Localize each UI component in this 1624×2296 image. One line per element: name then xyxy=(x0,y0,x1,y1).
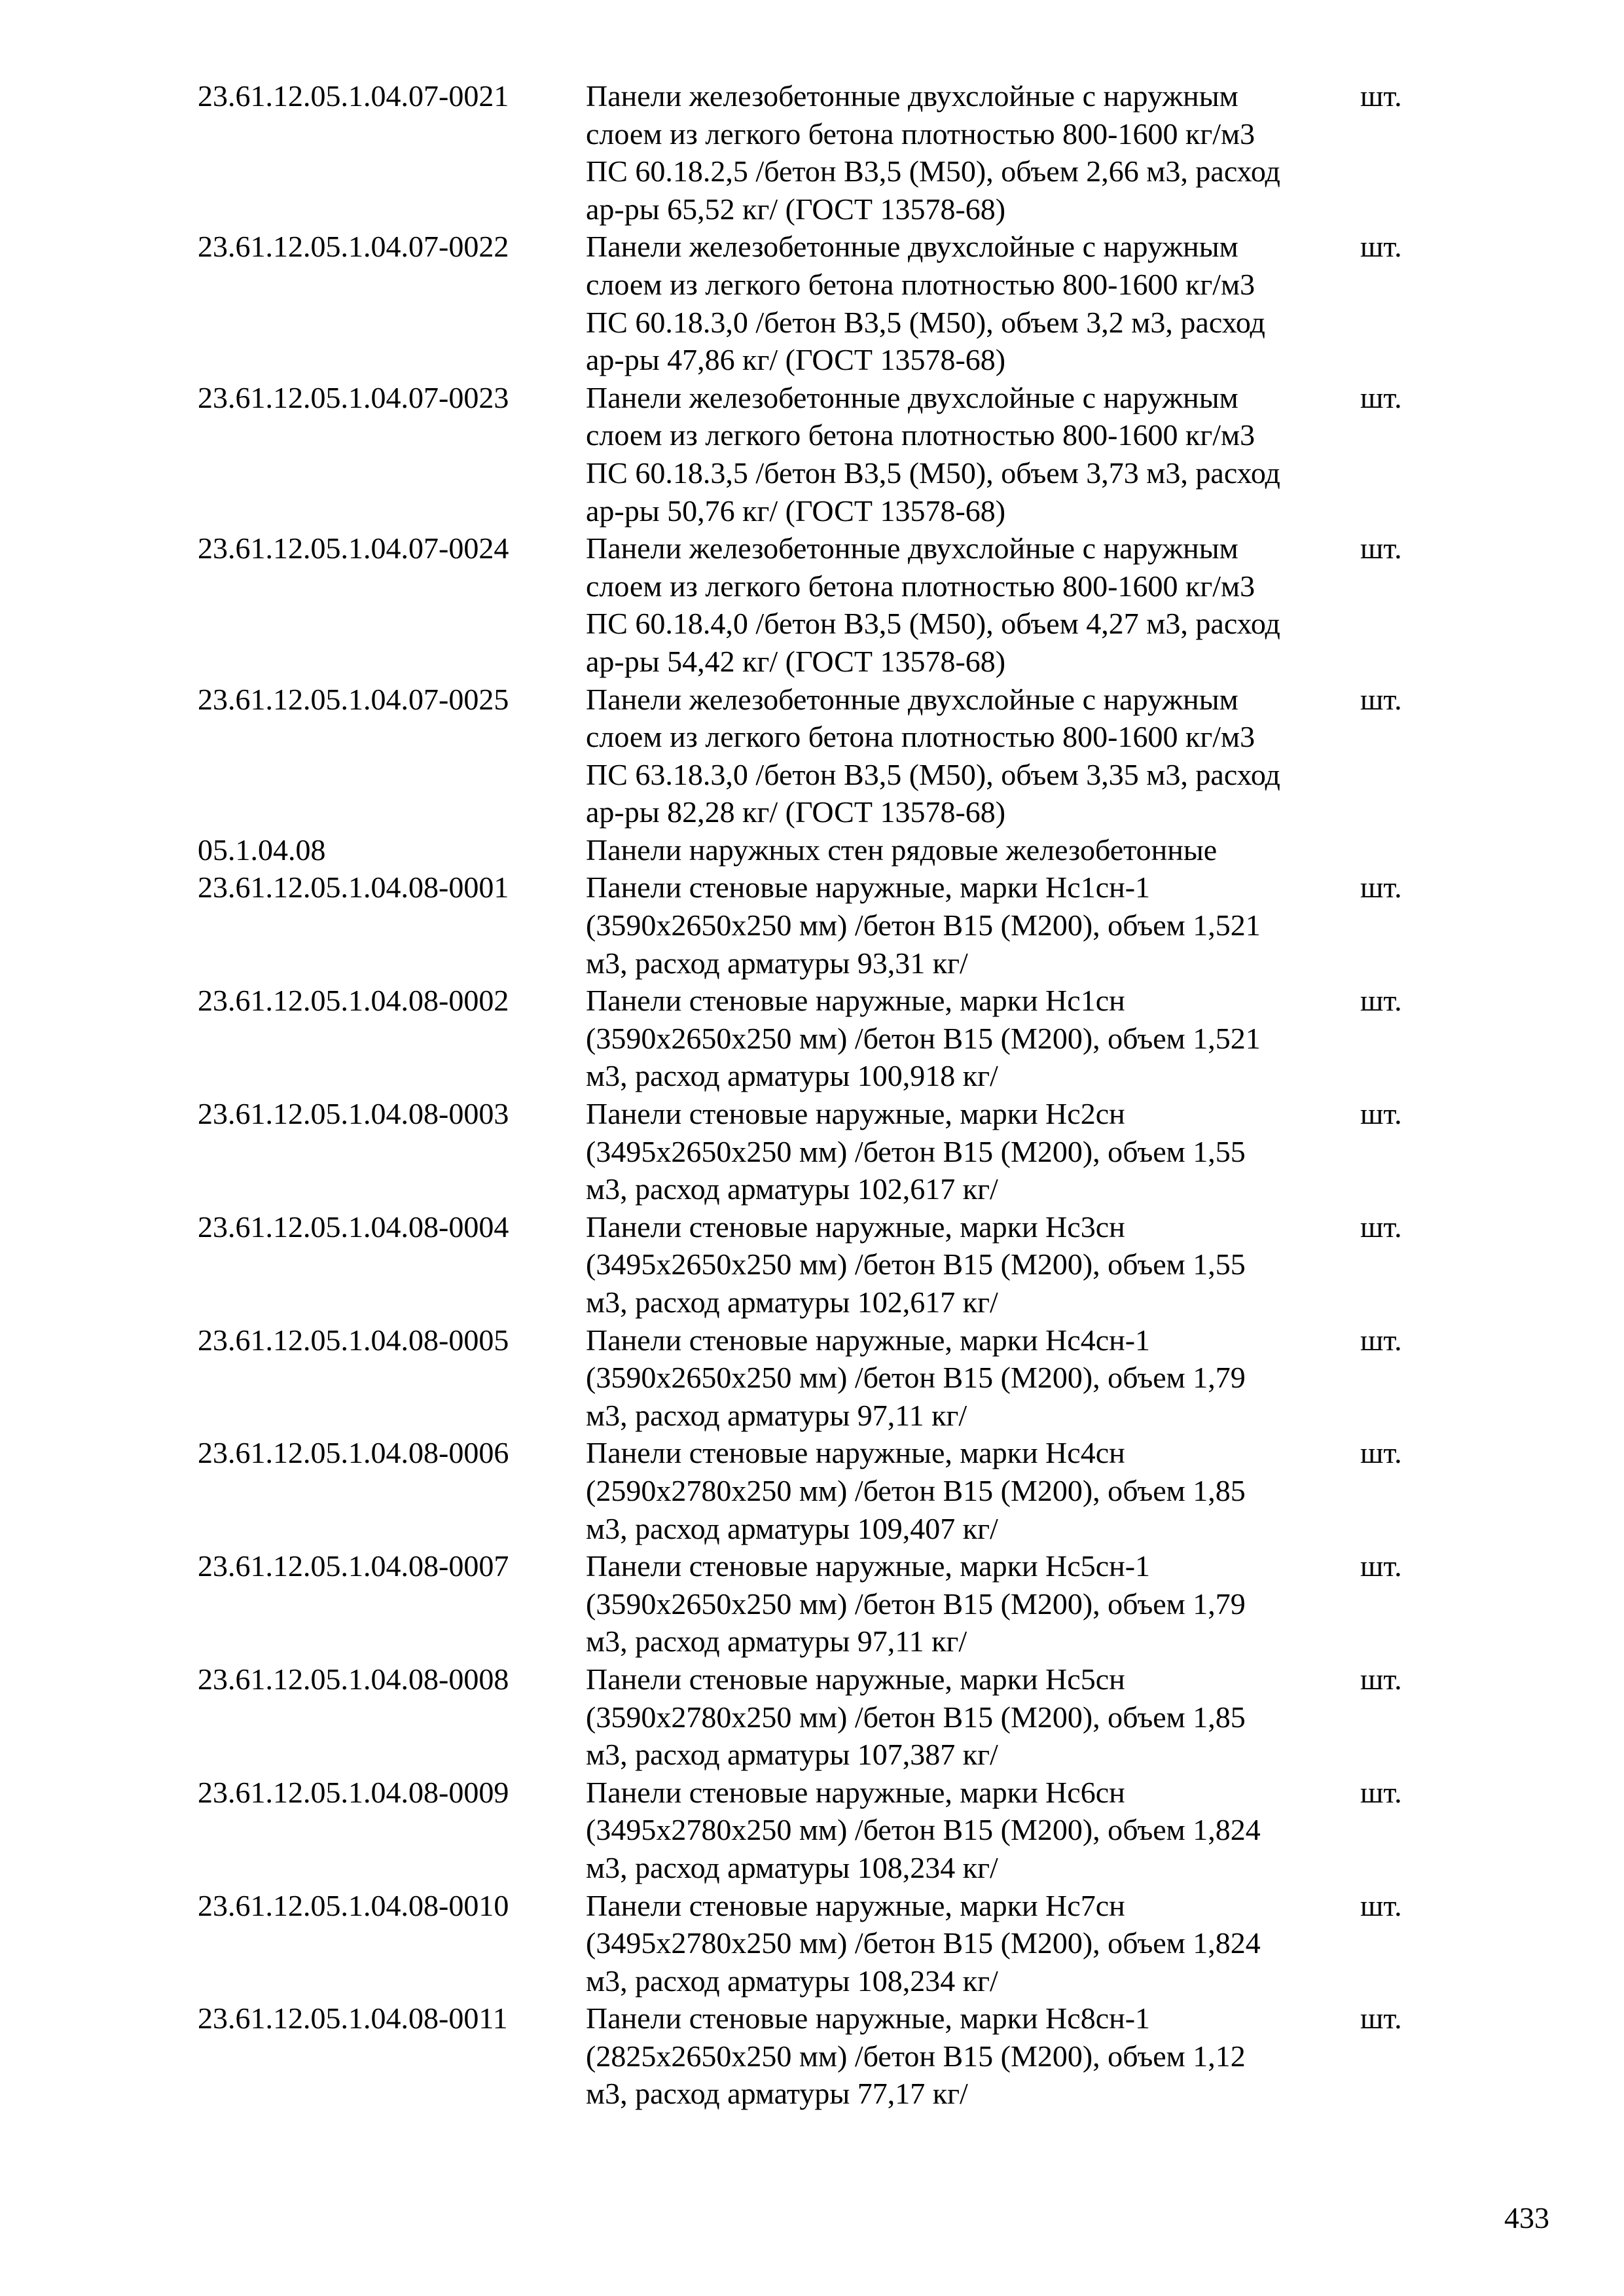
catalog-entry xyxy=(198,1095,1441,1208)
catalog-entry xyxy=(198,1208,1441,1321)
catalog-entry xyxy=(198,228,1441,378)
description-line: ар-ры 47,86 кг/ (ГОСТ 13578-68) xyxy=(586,343,1006,377)
description-line: Панели стеновые наружные, марки Нс7сн xyxy=(586,1888,1125,1922)
entry-code: 23.61.12.05.1.04.08-0001 xyxy=(198,870,509,905)
entry-code: 23.61.12.05.1.04.08-0009 xyxy=(198,1775,509,1809)
description-line: (2590х2780х250 мм) /бетон В15 (М200), объем 1,85 xyxy=(586,1473,1246,1507)
entry-unit: шт. xyxy=(1360,984,1402,1018)
description-line: ПС 60.18.3,5 /бетон В3,5 (М50), объем 3,73 м3, расход xyxy=(586,456,1280,490)
entry-description xyxy=(586,1887,1360,2000)
entry-code: 23.61.12.05.1.04.08-0004 xyxy=(198,1210,509,1244)
description-line: ар-ры 50,76 кг/ (ГОСТ 13578-68) xyxy=(586,493,1006,528)
description-line: Панели стеновые наружные, марки Нс1сн-1 xyxy=(586,870,1151,905)
entry-unit: шт. xyxy=(1360,1436,1402,1470)
entry-code: 23.61.12.05.1.04.07-0021 xyxy=(198,79,509,113)
entry-description xyxy=(586,1660,1360,1774)
description-line: (3495х2650х250 мм) /бетон В15 (М200), объем 1,55 xyxy=(586,1134,1246,1168)
description-line: ар-ры 82,28 кг/ (ГОСТ 13578-68) xyxy=(586,795,1006,829)
catalog-entry xyxy=(198,77,1441,228)
entry-description xyxy=(586,77,1360,228)
entry-code: 23.61.12.05.1.04.08-0011 xyxy=(198,2001,508,2036)
description-line: (3590х2780х250 мм) /бетон В15 (М200), объем 1,85 xyxy=(586,1700,1246,1734)
entry-description xyxy=(586,379,1360,529)
entry-description xyxy=(586,1547,1360,1660)
description-line: Панели стеновые наружные, марки Нс2сн xyxy=(586,1097,1125,1131)
description-line: м3, расход арматуры 97,11 кг/ xyxy=(586,1624,967,1659)
entry-unit: шт. xyxy=(1360,380,1402,414)
entry-code: 23.61.12.05.1.04.08-0003 xyxy=(198,1097,509,1131)
description-line: Панели стеновые наружные, марки Нс1сн xyxy=(586,984,1125,1018)
page-number: 433 xyxy=(1504,2201,1549,2234)
section-title xyxy=(586,831,1360,869)
description-line: Панели железобетонные двухслойные с наружным xyxy=(586,531,1238,565)
catalog-entry xyxy=(198,681,1441,831)
catalog-entry xyxy=(198,869,1441,982)
description-line: (3495х2650х250 мм) /бетон В15 (М200), объем 1,55 xyxy=(586,1247,1246,1282)
entry-code: 23.61.12.05.1.04.08-0005 xyxy=(198,1323,509,1357)
description-line: ПС 60.18.3,0 /бетон В3,5 (М50), объем 3,2 м3, расход xyxy=(586,305,1265,339)
entry-code: 23.61.12.05.1.04.07-0022 xyxy=(198,230,509,264)
entry-unit: шт. xyxy=(1360,2001,1402,2036)
catalog-entry xyxy=(198,1887,1441,2000)
description-line: м3, расход арматуры 100,918 кг/ xyxy=(586,1059,998,1093)
description-line: ар-ры 54,42 кг/ (ГОСТ 13578-68) xyxy=(586,644,1006,678)
description-line: м3, расход арматуры 97,11 кг/ xyxy=(586,1398,967,1432)
entry-description xyxy=(586,982,1360,1095)
description-line: Панели стеновые наружные, марки Нс3сн xyxy=(586,1210,1125,1244)
entry-code: 23.61.12.05.1.04.08-0002 xyxy=(198,984,509,1018)
entry-unit: шт. xyxy=(1360,1323,1402,1357)
entry-description xyxy=(586,1095,1360,1208)
entry-code: 23.61.12.05.1.04.07-0024 xyxy=(198,531,509,565)
entry-unit: шт. xyxy=(1360,531,1402,565)
description-line: ПС 63.18.3,0 /бетон В3,5 (М50), объем 3,35 м3, расход xyxy=(586,757,1280,791)
description-line: м3, расход арматуры 109,407 кг/ xyxy=(586,1511,998,1545)
description-line: (3590х2650х250 мм) /бетон В15 (М200), объем 1,521 xyxy=(586,908,1261,942)
description-line: м3, расход арматуры 108,234 кг/ xyxy=(586,1850,998,1884)
entry-unit: шт. xyxy=(1360,79,1402,113)
entry-unit: шт. xyxy=(1360,1775,1402,1809)
entry-code: 23.61.12.05.1.04.08-0008 xyxy=(198,1662,509,1696)
description-line: (3495х2780х250 мм) /бетон В15 (М200), объем 1,824 xyxy=(586,1813,1261,1847)
entry-unit: шт. xyxy=(1360,870,1402,905)
entry-code: 05.1.04.08 xyxy=(198,833,326,867)
catalog-entry xyxy=(198,982,1441,1095)
description-line: Панели стеновые наружные, марки Нс6сн xyxy=(586,1775,1125,1809)
entry-unit: шт. xyxy=(1360,1549,1402,1583)
catalog-entry xyxy=(198,2000,1441,2113)
description-line: ПС 60.18.4,0 /бетон В3,5 (М50), объем 4,27 м3, расход xyxy=(586,607,1280,641)
description-line: (3590х2650х250 мм) /бетон В15 (М200), объем 1,79 xyxy=(586,1361,1246,1395)
catalog-entry xyxy=(198,1547,1441,1660)
entry-code: 23.61.12.05.1.04.08-0007 xyxy=(198,1549,509,1583)
description-line: ПС 60.18.2,5 /бетон В3,5 (М50), объем 2,66 м3, расход xyxy=(586,154,1280,188)
entry-description xyxy=(586,1774,1360,1887)
description-line: слоем из легкого бетона плотностью 800-1600 кг/м3 xyxy=(586,418,1255,452)
description-line: Панели железобетонные двухслойные с наружным xyxy=(586,79,1238,113)
description-line: (3495х2780х250 мм) /бетон В15 (М200), объем 1,824 xyxy=(586,1926,1261,1960)
description-line: слоем из легкого бетона плотностью 800-1600 кг/м3 xyxy=(586,267,1255,301)
description-line: м3, расход арматуры 77,17 кг/ xyxy=(586,2077,968,2111)
entry-description xyxy=(586,2000,1360,2113)
description-line: Панели стеновые наружные, марки Нс5сн xyxy=(586,1662,1125,1696)
entry-description xyxy=(586,1434,1360,1547)
catalog-entry xyxy=(198,1321,1441,1435)
catalog-entry xyxy=(198,1434,1441,1547)
entry-unit: шт. xyxy=(1360,1662,1402,1696)
entry-code: 23.61.12.05.1.04.07-0025 xyxy=(198,682,509,716)
description-line: Панели железобетонные двухслойные с наружным xyxy=(586,682,1238,716)
description-line: м3, расход арматуры 102,617 кг/ xyxy=(586,1172,998,1206)
catalog-entry xyxy=(198,379,1441,529)
description-line: (2825х2650х250 мм) /бетон В15 (М200), объем 1,12 xyxy=(586,2039,1246,2073)
description-line: слоем из легкого бетона плотностью 800-1600 кг/м3 xyxy=(586,569,1255,603)
description-line: слоем из легкого бетона плотностью 800-1600 кг/м3 xyxy=(586,117,1255,151)
entry-unit: шт. xyxy=(1360,230,1402,264)
entry-description xyxy=(586,869,1360,982)
description-line: м3, расход арматуры 102,617 кг/ xyxy=(586,1285,998,1319)
entry-unit: шт. xyxy=(1360,682,1402,716)
catalog-entry xyxy=(198,1660,1441,1774)
description-line: Панели железобетонные двухслойные с наружным xyxy=(586,230,1238,264)
catalog-entry xyxy=(198,1774,1441,1887)
description-line: Панели наружных стен рядовые железобетонные xyxy=(586,833,1218,867)
entry-code: 23.61.12.05.1.04.08-0006 xyxy=(198,1436,509,1470)
entry-code: 23.61.12.05.1.04.08-0010 xyxy=(198,1888,509,1922)
entry-code: 23.61.12.05.1.04.07-0023 xyxy=(198,380,509,414)
description-line: ар-ры 65,52 кг/ (ГОСТ 13578-68) xyxy=(586,192,1006,226)
description-line: м3, расход арматуры 108,234 кг/ xyxy=(586,1964,998,1998)
entry-unit: шт. xyxy=(1360,1888,1402,1922)
description-line: Панели железобетонные двухслойные с наружным xyxy=(586,380,1238,414)
description-line: м3, расход арматуры 107,387 кг/ xyxy=(586,1738,998,1772)
entry-description xyxy=(586,1321,1360,1435)
description-line: Панели стеновые наружные, марки Нс5сн-1 xyxy=(586,1549,1151,1583)
description-line: Панели стеновые наружные, марки Нс8сн-1 xyxy=(586,2001,1151,2036)
entry-description xyxy=(586,681,1360,831)
description-line: Панели стеновые наружные, марки Нс4сн xyxy=(586,1436,1125,1470)
description-line: м3, расход арматуры 93,31 кг/ xyxy=(586,946,968,980)
entry-unit: шт. xyxy=(1360,1097,1402,1131)
entry-unit: шт. xyxy=(1360,1210,1402,1244)
entry-description xyxy=(586,529,1360,680)
description-line: слоем из легкого бетона плотностью 800-1600 кг/м3 xyxy=(586,720,1255,754)
section-heading-row xyxy=(198,831,1441,869)
catalog-list xyxy=(198,77,1441,2113)
description-line: Панели стеновые наружные, марки Нс4сн-1 xyxy=(586,1323,1151,1357)
description-line: (3590х2650х250 мм) /бетон В15 (М200), объем 1,79 xyxy=(586,1587,1246,1621)
entry-description xyxy=(586,1208,1360,1321)
entry-description xyxy=(586,228,1360,378)
description-line: (3590х2650х250 мм) /бетон В15 (М200), объем 1,521 xyxy=(586,1021,1261,1055)
catalog-entry xyxy=(198,529,1441,680)
